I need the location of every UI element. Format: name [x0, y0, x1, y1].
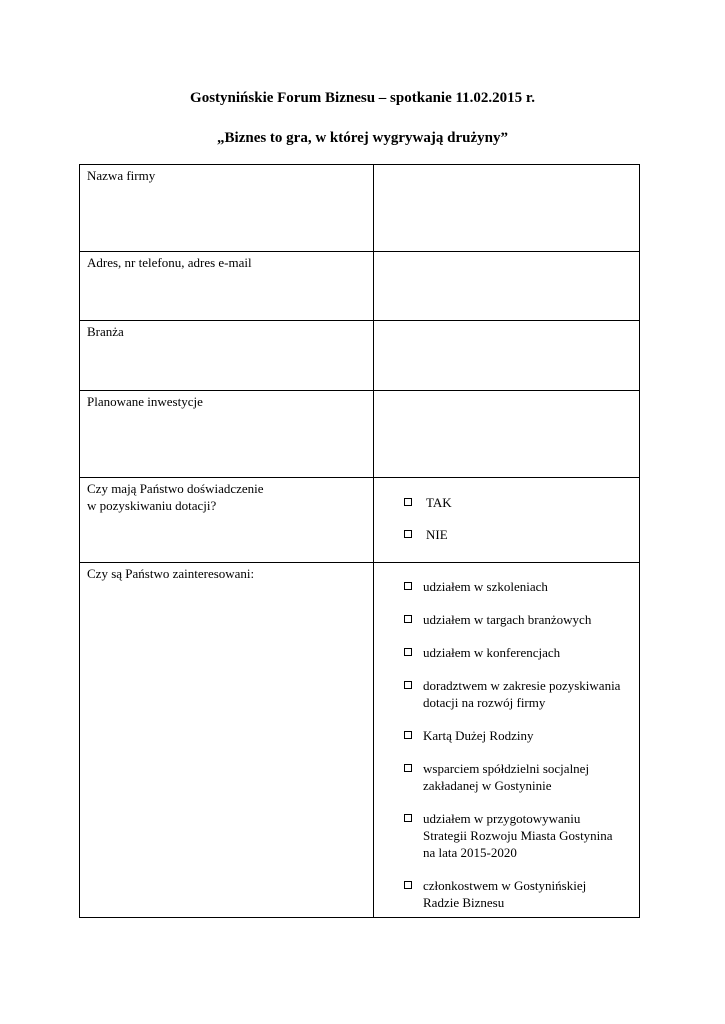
- interest-label: Czy są Państwo zainteresowani:: [80, 563, 374, 918]
- investments-field[interactable]: [374, 391, 640, 478]
- interest-option-business-council[interactable]: [404, 877, 639, 911]
- checkbox-conferences[interactable]: [404, 648, 412, 656]
- form-row-investments: [80, 391, 640, 478]
- form-row-interests: [80, 563, 640, 918]
- form-row-company-name: [80, 165, 640, 252]
- interest-option-label: Kartą Dużej Rodziny: [423, 728, 534, 743]
- investments-label: Planowane inwestycje: [80, 391, 374, 478]
- interest-option-label: udziałem w przygotowywaniu Strategii Rozwoju Miasta Gostynina na lata 2015-2020: [423, 811, 613, 860]
- option-no[interactable]: [404, 526, 639, 543]
- experience-label-line1: Czy mają Państwo doświadczenie: [87, 481, 264, 496]
- interest-option-label: udziałem w szkoleniach: [423, 579, 548, 594]
- experience-label: [80, 478, 374, 563]
- interest-option-grant-advisory[interactable]: [404, 677, 639, 711]
- interest-option-label: udziałem w targach branżowych: [423, 612, 592, 627]
- form-row-experience: [80, 478, 640, 563]
- interest-option-trainings[interactable]: [404, 578, 639, 595]
- checkbox-large-family-card[interactable]: [404, 731, 412, 739]
- interest-option-label: wsparciem spółdzielni socjalnej zakładanej w Gostyninie: [423, 761, 590, 793]
- document-subtitle: „Biznes to gra, w której wygrywają drużyny”: [217, 130, 508, 146]
- address-field[interactable]: [374, 252, 640, 321]
- option-yes-label: TAK: [426, 495, 452, 510]
- checkbox-grant-advisory[interactable]: [404, 681, 412, 689]
- interest-option-social-cooperative[interactable]: [404, 760, 639, 794]
- experience-label-line2: w pozyskiwaniu dotacji?: [87, 498, 217, 513]
- interest-option-large-family-card[interactable]: [404, 727, 639, 744]
- checkbox-business-council[interactable]: [404, 881, 412, 889]
- experience-options: [374, 478, 640, 563]
- checkbox-yes[interactable]: [404, 498, 412, 506]
- form-row-industry: [80, 321, 640, 391]
- interest-option-conferences[interactable]: [404, 644, 639, 661]
- checkbox-trainings[interactable]: [404, 582, 412, 590]
- option-no-label: NIE: [426, 527, 448, 542]
- option-yes[interactable]: [404, 494, 639, 511]
- interest-option-trade-fairs[interactable]: [404, 611, 639, 628]
- company-name-label: Nazwa firmy: [80, 165, 374, 252]
- industry-label: Branża: [80, 321, 374, 391]
- checkbox-social-cooperative[interactable]: [404, 764, 412, 772]
- interest-option-label: udziałem w konferencjach: [423, 645, 561, 660]
- form-row-address: [80, 252, 640, 321]
- company-name-field[interactable]: [374, 165, 640, 252]
- checkbox-development-strategy[interactable]: [404, 814, 412, 822]
- interest-option-development-strategy[interactable]: [404, 810, 639, 861]
- industry-field[interactable]: [374, 321, 640, 391]
- interest-option-label: członkostwem w Gostynińskiej Radzie Biznesu: [423, 878, 587, 910]
- checkbox-no[interactable]: [404, 530, 412, 538]
- interest-options: [374, 563, 640, 918]
- checkbox-trade-fairs[interactable]: [404, 615, 412, 623]
- document-title: Gostynińskie Forum Biznesu – spotkanie 11.02.2015 r.: [190, 90, 535, 106]
- interest-option-label: doradztwem w zakresie pozyskiwania dotacji na rozwój firmy: [423, 678, 621, 710]
- registration-form-table: [79, 164, 640, 918]
- address-label: Adres, nr telefonu, adres e-mail: [80, 252, 374, 321]
